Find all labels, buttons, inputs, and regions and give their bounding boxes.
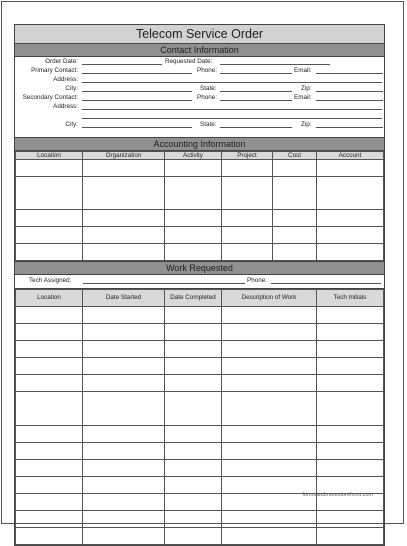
accounting-cell[interactable] (165, 160, 222, 177)
work-row (16, 341, 384, 358)
work-cell[interactable] (83, 307, 165, 324)
footer-credit: formsandmorestorefront.com (302, 492, 373, 498)
secondary-address-field[interactable] (82, 109, 382, 110)
work-cell[interactable] (222, 511, 317, 528)
primary-phone-field[interactable] (220, 73, 292, 74)
work-cell[interactable] (222, 426, 317, 443)
work-cell[interactable] (165, 443, 222, 460)
primary-zip-label: Zip: (301, 85, 312, 92)
accounting-cell[interactable] (273, 177, 317, 210)
work-cell[interactable] (16, 324, 83, 341)
work-cell[interactable] (317, 528, 384, 545)
primary-address-field[interactable] (82, 82, 382, 83)
primary-phone-label: Phone: (197, 67, 217, 74)
work-cell[interactable] (16, 443, 83, 460)
accounting-cell[interactable] (83, 177, 165, 210)
work-cell[interactable] (165, 477, 222, 494)
accounting-cell[interactable] (83, 210, 165, 227)
secondary-city-label: City: (65, 121, 78, 128)
accounting-table (15, 151, 384, 261)
accounting-cell[interactable] (165, 177, 222, 210)
work-cell[interactable] (165, 460, 222, 477)
accounting-cell[interactable] (83, 244, 165, 261)
accounting-cell[interactable] (16, 210, 83, 227)
accounting-row (16, 227, 384, 244)
secondary-state-label: State: (200, 121, 217, 128)
work-cell[interactable] (16, 511, 83, 528)
accounting-col-header: Account (317, 152, 384, 160)
work-row (16, 392, 384, 426)
order-date-label: Order Date: (45, 58, 78, 65)
work-cell[interactable] (317, 341, 384, 358)
accounting-cell[interactable] (83, 227, 165, 244)
accounting-cell[interactable] (222, 177, 273, 210)
tech-assigned-field[interactable] (83, 283, 245, 284)
work-row (16, 307, 384, 324)
work-cell[interactable] (222, 443, 317, 460)
secondary-zip-field[interactable] (316, 127, 383, 128)
work-cell[interactable] (317, 392, 384, 426)
accounting-cell[interactable] (83, 160, 165, 177)
work-cell[interactable] (317, 307, 384, 324)
work-cell[interactable] (165, 307, 222, 324)
work-cell[interactable] (317, 324, 384, 341)
work-cell[interactable] (83, 494, 165, 511)
accounting-row (16, 210, 384, 227)
primary-city-field[interactable] (82, 91, 192, 92)
work-cell[interactable] (222, 324, 317, 341)
primary-email-label: Email: (294, 67, 312, 74)
work-cell[interactable] (317, 443, 384, 460)
work-cell[interactable] (83, 511, 165, 528)
accounting-col-header: Project (222, 152, 273, 160)
secondary-address-label: Address: (53, 103, 78, 110)
work-row (16, 511, 384, 528)
work-row (16, 443, 384, 460)
secondary-state-field[interactable] (220, 127, 292, 128)
work-cell[interactable] (16, 341, 83, 358)
requested-date-field[interactable] (220, 64, 330, 65)
work-row (16, 426, 384, 443)
work-cell[interactable] (222, 477, 317, 494)
work-cell[interactable] (16, 392, 83, 426)
work-cell[interactable] (16, 307, 83, 324)
accounting-cell[interactable] (317, 177, 384, 210)
work-cell[interactable] (83, 324, 165, 341)
work-cell[interactable] (83, 375, 165, 392)
work-cell[interactable] (222, 375, 317, 392)
work-cell[interactable] (16, 358, 83, 375)
accounting-cell[interactable] (222, 227, 273, 244)
accounting-cell[interactable] (317, 210, 384, 227)
work-cell[interactable] (83, 460, 165, 477)
accounting-row (16, 177, 384, 210)
accounting-cell[interactable] (165, 244, 222, 261)
accounting-col-header: Cost (273, 152, 317, 160)
work-col-header: Location (16, 290, 83, 307)
work-col-header: Tech Initials (317, 290, 384, 307)
work-cell[interactable] (165, 375, 222, 392)
contact-section-header: Contact Information (15, 44, 384, 57)
accounting-cell[interactable] (317, 227, 384, 244)
secondary-zip-label: Zip: (301, 121, 312, 128)
accounting-cell[interactable] (273, 244, 317, 261)
order-date-field[interactable] (82, 64, 162, 65)
work-cell[interactable] (83, 528, 165, 545)
work-col-header: Description of Work (222, 290, 317, 307)
work-cell[interactable] (222, 341, 317, 358)
form-title: Telecom Service Order (15, 25, 384, 44)
accounting-cell[interactable] (317, 160, 384, 177)
work-cell[interactable] (83, 358, 165, 375)
accounting-cell[interactable] (273, 160, 317, 177)
primary-state-label: State: (200, 85, 217, 92)
accounting-cell[interactable] (165, 210, 222, 227)
work-table (15, 289, 384, 545)
secondary-contact-field[interactable] (82, 100, 192, 101)
accounting-cell[interactable] (222, 210, 273, 227)
service-order-form (14, 24, 385, 546)
tech-assigned-label: Tech Assigned: (29, 277, 72, 284)
work-cell[interactable] (222, 528, 317, 545)
accounting-col-header: Activity (165, 152, 222, 160)
work-cell[interactable] (317, 426, 384, 443)
accounting-section-header: Accounting Information (15, 137, 384, 151)
work-cell[interactable] (165, 494, 222, 511)
accounting-cell[interactable] (16, 177, 83, 210)
primary-zip-field[interactable] (316, 91, 383, 92)
accounting-cell[interactable] (16, 227, 83, 244)
accounting-cell[interactable] (273, 227, 317, 244)
requested-date-label: Requested Date: (165, 58, 213, 65)
work-cell[interactable] (317, 375, 384, 392)
work-row (16, 528, 384, 545)
contact-section (15, 57, 384, 137)
work-cell[interactable] (83, 426, 165, 443)
work-cell[interactable] (222, 307, 317, 324)
work-cell[interactable] (317, 460, 384, 477)
work-cell[interactable] (317, 511, 384, 528)
primary-address-label: Address: (53, 76, 78, 83)
work-row (16, 460, 384, 477)
work-cell[interactable] (16, 426, 83, 443)
secondary-city-field[interactable] (82, 127, 192, 128)
primary-contact-label: Primary Contact: (31, 67, 78, 74)
primary-city-label: City: (65, 85, 78, 92)
work-cell[interactable] (83, 392, 165, 426)
accounting-cell[interactable] (222, 244, 273, 261)
work-cell[interactable] (16, 375, 83, 392)
tech-phone-label: Phone: (247, 277, 267, 284)
work-cell[interactable] (222, 392, 317, 426)
work-cell[interactable] (222, 460, 317, 477)
accounting-cell[interactable] (165, 227, 222, 244)
accounting-row (16, 244, 384, 261)
work-cell[interactable] (317, 358, 384, 375)
secondary-contact-label: Secondary Contact: (22, 94, 78, 101)
work-cell[interactable] (165, 324, 222, 341)
work-section-header: Work Requested (15, 261, 384, 275)
primary-email-field[interactable] (316, 73, 383, 74)
work-cell[interactable] (165, 341, 222, 358)
work-cell[interactable] (165, 528, 222, 545)
accounting-cell[interactable] (16, 160, 83, 177)
accounting-row (16, 160, 384, 177)
work-cell[interactable] (165, 358, 222, 375)
accounting-cell[interactable] (222, 160, 273, 177)
accounting-cell[interactable] (16, 244, 83, 261)
accounting-col-header: Location (16, 152, 83, 160)
work-col-header: Date Started (83, 290, 165, 307)
accounting-cell[interactable] (317, 244, 384, 261)
work-cell[interactable] (83, 341, 165, 358)
work-cell[interactable] (222, 358, 317, 375)
accounting-cell[interactable] (273, 210, 317, 227)
secondary-phone-label: Phone: (197, 94, 217, 101)
work-col-header: Date Completed (165, 290, 222, 307)
work-cell[interactable] (83, 443, 165, 460)
work-cell[interactable] (16, 494, 83, 511)
tech-assigned-row (15, 275, 384, 289)
work-cell[interactable] (165, 392, 222, 426)
work-row (16, 375, 384, 392)
primary-state-field[interactable] (220, 91, 292, 92)
work-cell[interactable] (16, 477, 83, 494)
work-row (16, 477, 384, 494)
work-cell[interactable] (83, 477, 165, 494)
secondary-phone-field[interactable] (220, 100, 292, 101)
primary-contact-field[interactable] (82, 73, 192, 74)
work-cell[interactable] (16, 528, 83, 545)
tech-phone-field[interactable] (271, 283, 381, 284)
secondary-email-label: Email: (294, 94, 312, 101)
work-cell[interactable] (16, 460, 83, 477)
work-cell[interactable] (317, 477, 384, 494)
accounting-col-header: Organization (83, 152, 165, 160)
secondary-address-line-2[interactable] (82, 118, 382, 119)
work-cell[interactable] (165, 426, 222, 443)
secondary-email-field[interactable] (316, 100, 383, 101)
work-cell[interactable] (165, 511, 222, 528)
work-row (16, 358, 384, 375)
work-row (16, 324, 384, 341)
